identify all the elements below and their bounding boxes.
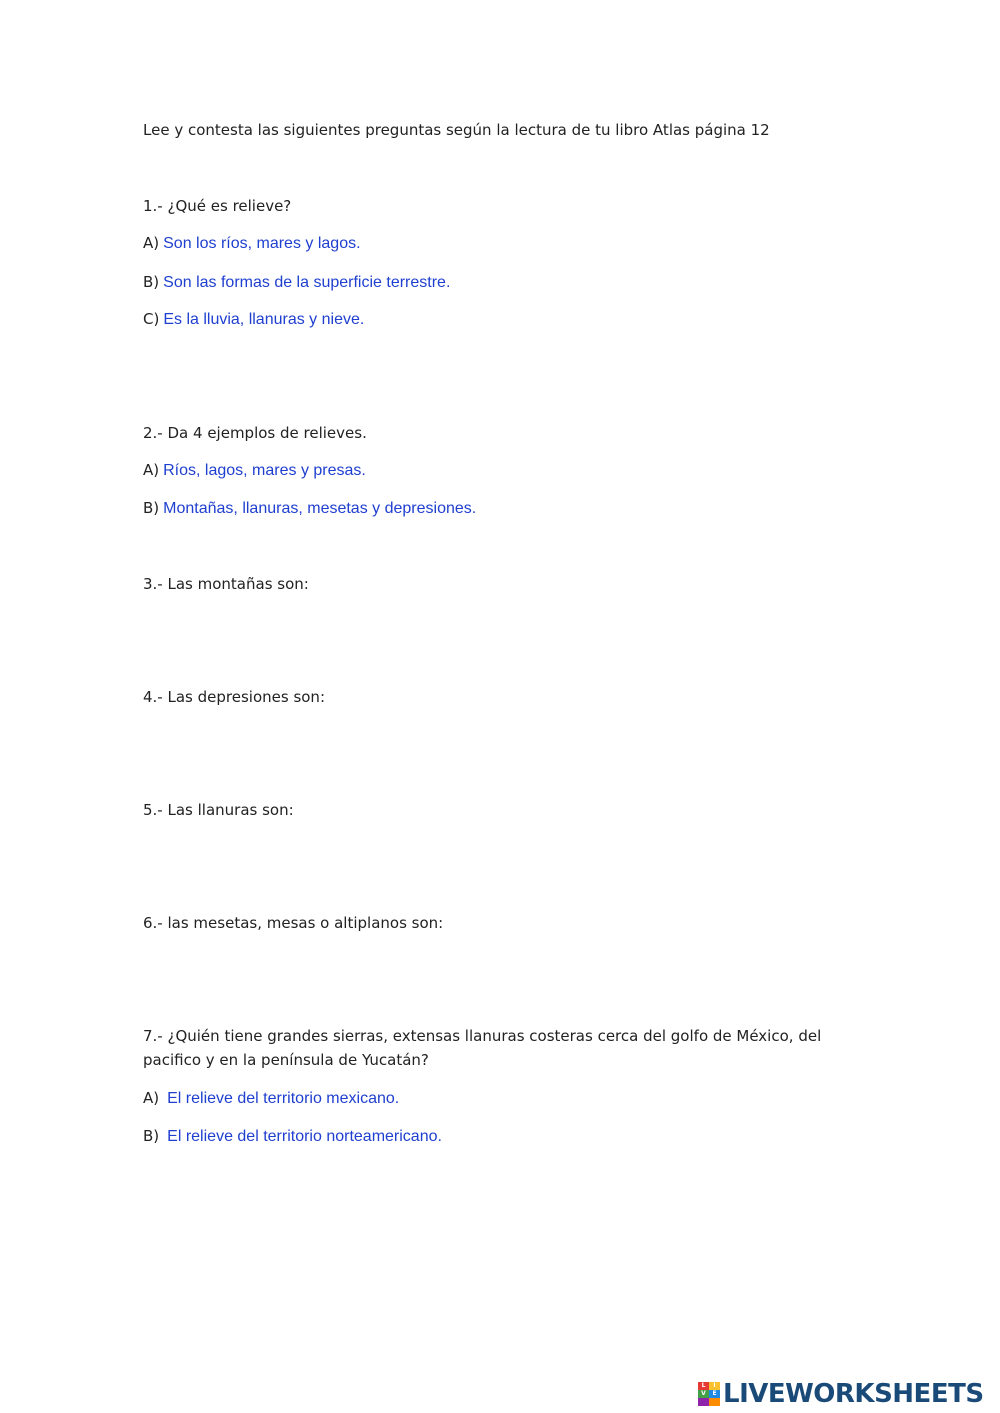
liveworksheets-logo: [698, 1380, 984, 1408]
answer-choice[interactable]: Son las formas de la superficie terrestre.: [163, 274, 451, 291]
logo-letter: I: [709, 1382, 720, 1390]
answer-choice[interactable]: Montañas, llanuras, mesetas y depresiones.: [163, 500, 477, 517]
option-prefix: C): [143, 310, 160, 328]
answer-choice[interactable]: Es la lluvia, llanuras y nieve.: [163, 311, 365, 328]
logo-letter: E: [709, 1390, 720, 1398]
question-7-option-a[interactable]: [143, 1088, 399, 1109]
question-7-option-b[interactable]: [143, 1126, 442, 1147]
logo-letter: V: [698, 1390, 709, 1398]
instructions: Lee y contesta las siguientes preguntas según la lectura de tu libro Atlas página 12: [143, 121, 770, 139]
logo-block: [698, 1398, 709, 1406]
question-6: 6.- las mesetas, mesas o altiplanos son:: [143, 914, 444, 932]
question-2: 2.- Da 4 ejemplos de relieves.: [143, 424, 367, 442]
question-7: 7.- ¿Quién tiene grandes sierras, extensas llanuras costeras cerca del golfo de México, del pacifico y en la península de Yucatán?: [143, 1027, 822, 1069]
question-3: 3.- Las montañas son:: [143, 575, 309, 593]
option-prefix: A): [143, 234, 160, 252]
question-2-option-a[interactable]: [143, 460, 366, 481]
option-prefix: A): [143, 461, 160, 479]
question-1: 1.- ¿Qué es relieve?: [143, 197, 292, 215]
option-prefix: B): [143, 499, 160, 517]
option-prefix: A): [143, 1089, 160, 1107]
answer-choice[interactable]: El relieve del territorio norteamericano.: [167, 1128, 442, 1145]
answer-choice[interactable]: El relieve del territorio mexicano.: [167, 1090, 400, 1107]
option-prefix: B): [143, 1127, 160, 1145]
answer-choice[interactable]: Ríos, lagos, mares y presas.: [163, 462, 366, 479]
logo-mark-icon: [698, 1382, 720, 1406]
option-prefix: B): [143, 273, 160, 291]
question-5: 5.- Las llanuras son:: [143, 801, 294, 819]
logo-block: [709, 1398, 720, 1406]
question-1-option-c[interactable]: [143, 309, 364, 330]
logo-text: LIVEWORKSHEETS: [723, 1379, 984, 1409]
question-4: 4.- Las depresiones son:: [143, 688, 325, 706]
logo-letter: L: [698, 1382, 709, 1390]
question-2-option-b[interactable]: [143, 498, 476, 519]
answer-choice[interactable]: Son los ríos, mares y lagos.: [163, 235, 361, 252]
question-1-option-a[interactable]: [143, 233, 361, 254]
question-1-option-b[interactable]: [143, 272, 450, 293]
